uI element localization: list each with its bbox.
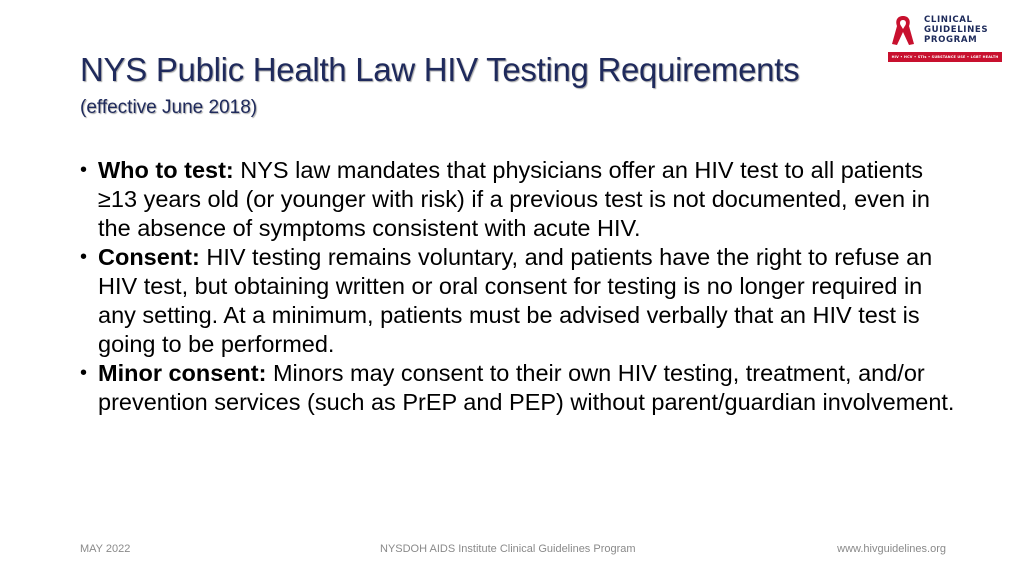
red-ribbon-icon xyxy=(888,14,918,48)
logo-tagline-strip: HIV • HCV • STIs • SUBSTANCE USE • LGBT HEALTH xyxy=(888,52,1002,62)
bullet-label: Consent: xyxy=(98,244,200,270)
bullet-dot-icon: • xyxy=(80,159,88,181)
bullet-text: HIV testing remains voluntary, and patients have the right to refuse an HIV test, but obtaining written or oral consent for testing is no longer required in any setting. At a minimum, patients must be advised verbally that an HIV test is going to be performed. xyxy=(98,244,933,357)
slide-subtitle: (effective June 2018) xyxy=(80,97,258,118)
logo-line-3: PROGRAM xyxy=(924,35,978,45)
bullet-dot-icon: • xyxy=(80,362,88,384)
footer-website[interactable]: www.hivguidelines.org xyxy=(837,543,946,555)
logo-line-1: CLINICAL xyxy=(924,15,973,25)
logo-line-2: GUIDELINES xyxy=(924,25,989,35)
bullet-text: Minors may consent to their own HIV testing, treatment, and/or prevention services (such as PrEP and PEP) without parent/guardian involvement. xyxy=(98,360,955,415)
bullet-minor-consent xyxy=(80,359,960,417)
bullet-text: NYS law mandates that physicians offer an HIV test to all patients ≥13 years old (or younger with risk) if a previous test is not documented, even in the absence of symptoms consistent with acute HIV. xyxy=(98,157,930,241)
footer-program: NYSDOH AIDS Institute Clinical Guidelines Program xyxy=(380,543,636,555)
bullet-label: Who to test: xyxy=(98,157,234,183)
bullet-who-to-test xyxy=(80,156,960,243)
bullet-list xyxy=(80,156,960,417)
slide-title: NYS Public Health Law HIV Testing Requirements xyxy=(80,51,800,88)
bullet-dot-icon: • xyxy=(80,246,88,268)
bullet-consent xyxy=(80,243,960,359)
footer-date: MAY 2022 xyxy=(80,543,131,555)
bullet-label: Minor consent: xyxy=(98,360,267,386)
clinical-guidelines-logo xyxy=(888,14,1002,66)
logo-wordmark xyxy=(924,15,988,45)
